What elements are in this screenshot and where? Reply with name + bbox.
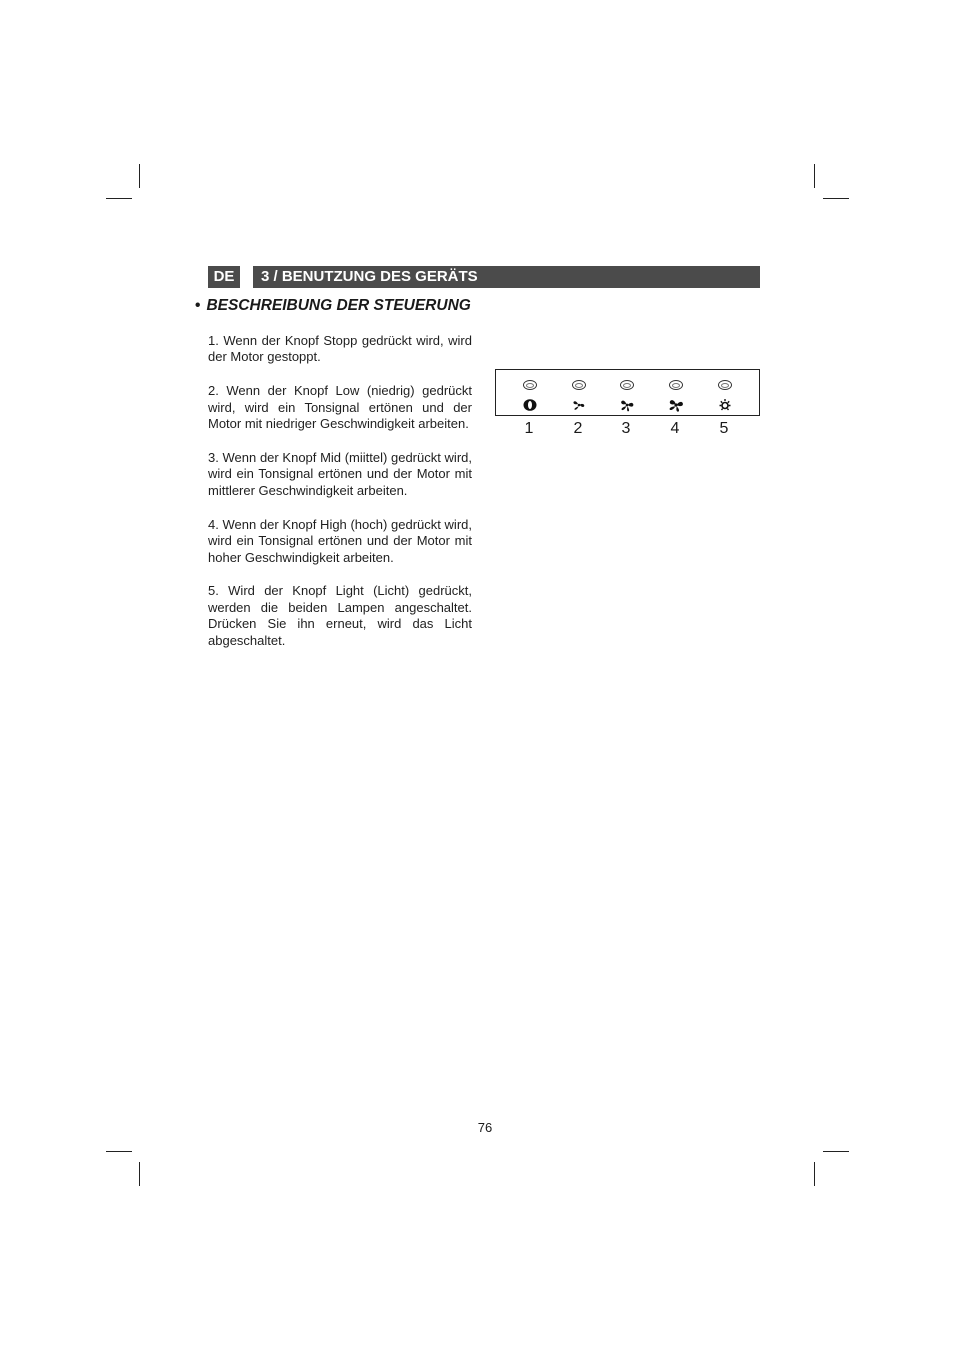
button-number-2: 2 — [573, 420, 583, 437]
crop-mark — [823, 1151, 849, 1152]
power-stop-icon — [522, 398, 538, 412]
instruction-list — [208, 333, 472, 667]
subsection-title: BESCHREIBUNG DER STEUERUNG — [206, 297, 471, 314]
bullet-icon: • — [195, 297, 201, 314]
subsection-heading — [195, 297, 471, 315]
button-number-4: 4 — [670, 420, 680, 437]
instruction-item: 1. Wenn der Knopf Stopp gedrückt wird, wird der Motor gestoppt. — [208, 333, 472, 365]
indicator-led — [669, 380, 683, 390]
button-number-1: 1 — [524, 420, 534, 437]
control-button-1 — [515, 370, 545, 416]
instruction-item: 2. Wenn der Knopf Low (niedrig) gedrückt wird, wird ein Tonsignal ertönen und der Motor mit niedriger Geschwindigkeit arbeiten. — [208, 383, 472, 432]
control-button-2 — [564, 370, 594, 416]
crop-mark — [823, 198, 849, 199]
indicator-led — [718, 380, 732, 390]
fan-low-icon — [571, 398, 587, 412]
indicator-led — [523, 380, 537, 390]
instruction-item: 5. Wird der Knopf Light (Licht) gedrückt, werden die beiden Lampen angeschaltet. Drücken Sie ihn erneut, wird das Licht abgeschaltet. — [208, 583, 472, 648]
crop-mark — [814, 164, 815, 188]
fan-high-icon — [668, 398, 684, 412]
instruction-item: 3. Wenn der Knopf Mid (miittel) gedrückt wird, wird ein Tonsignal ertönen und der Motor mit mittlerer Geschwindigkeit arbeiten. — [208, 450, 472, 498]
crop-mark — [139, 1162, 140, 1186]
crop-mark — [139, 164, 140, 188]
section-title: 3 / BENUTZUNG DES GERÄTS — [253, 266, 760, 288]
button-number-5: 5 — [719, 420, 729, 437]
language-badge: DE — [208, 266, 240, 288]
crop-mark — [106, 198, 132, 199]
crop-mark — [814, 1162, 815, 1186]
control-button-5 — [710, 370, 740, 416]
crop-mark — [106, 1151, 132, 1152]
instruction-item: 4. Wenn der Knopf High (hoch) gedrückt wird, wird ein Tonsignal ertönen und der Motor mit hoher Geschwindigkeit arbeiten. — [208, 516, 472, 565]
control-button-4 — [661, 370, 691, 416]
page-number: 76 — [477, 1120, 493, 1135]
indicator-led — [572, 380, 586, 390]
control-panel-diagram — [495, 369, 760, 416]
light-icon — [717, 398, 733, 412]
section-header — [208, 266, 760, 288]
button-number-3: 3 — [621, 420, 631, 437]
indicator-led — [620, 380, 634, 390]
control-button-3 — [612, 370, 642, 416]
fan-mid-icon — [619, 398, 635, 412]
